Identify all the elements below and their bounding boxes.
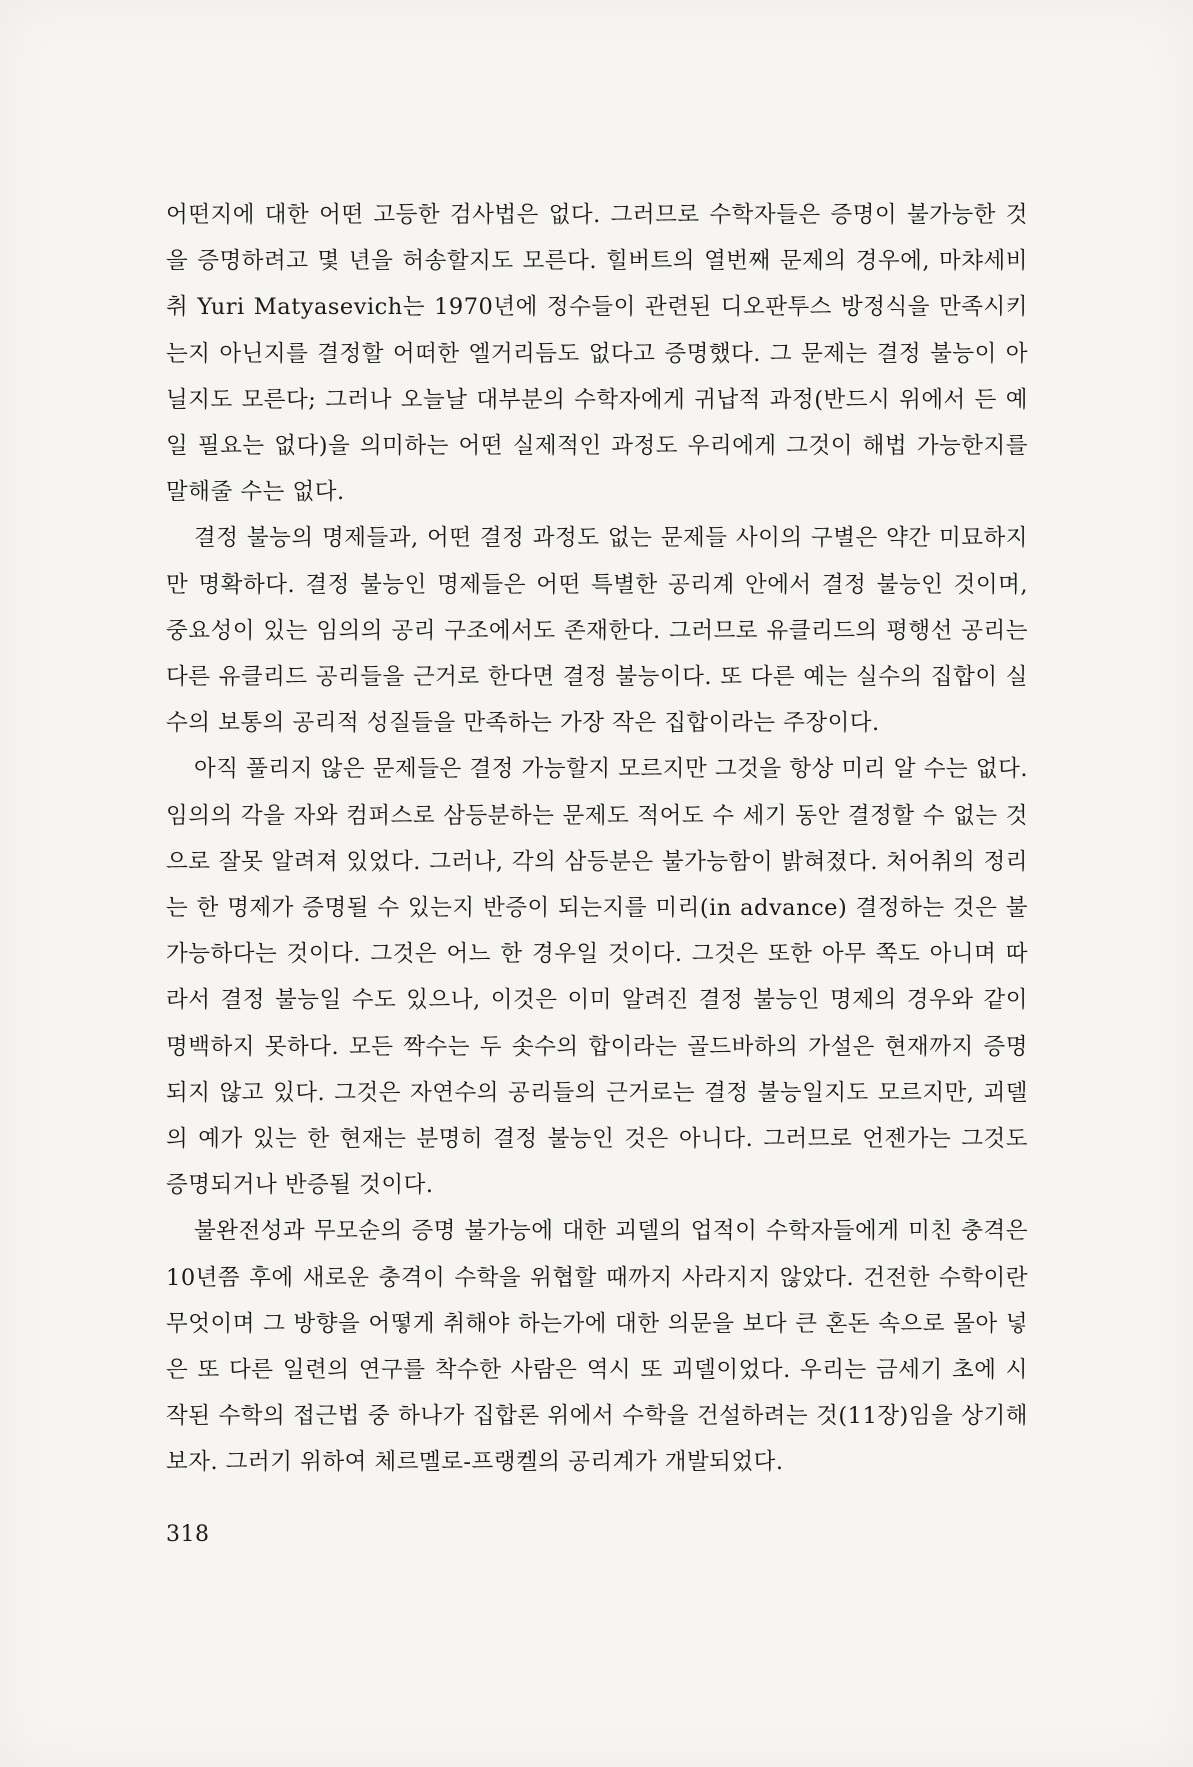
body-text [166,192,1028,1486]
paragraph-2: 결정 불능의 명제들과, 어떤 결정 과정도 없는 문제들 사이의 구별은 약간 미묘하지만 명확하다. 결정 불능인 명제들은 어떤 특별한 공리계 안에서 결정 불능인 것이며, 중요성이 있는 임의의 공리 구조에서도 존재한다. 그러므로 유클리드의 평행선 공리는 다른 유클리드 공리들을 근거로 한다면 결정 불능이다. 또 다른 예는 실수의 집합이 실수의 보통의 공리적 성질들을 만족하는 가장 작은 집합이라는 주장이다. [166,525,1028,737]
page-number: 318 [166,1522,210,1547]
paragraph-4: 불완전성과 무모순의 증명 불가능에 대한 괴델의 업적이 수학자들에게 미친 충격은 10년쯤 후에 새로운 충격이 수학을 위협할 때까지 사라지지 않았다. 건전한 수학이란 무엇이며 그 방향을 어떻게 취해야 하는가에 대한 의문을 보다 큰 혼돈 속으로 몰아 넣은 또 다른 일련의 연구를 착수한 사람은 역시 또 괴델이었다. 우리는 금세기 초에 시작된 수학의 접근법 중 하나가 집합론 위에서 수학을 건설하려는 것(11장)임을 상기해 보자. 그러기 위하여 체르멜로-프랭켈의 공리계가 개발되었다. [166,1218,1028,1476]
paragraph-1: 어떤지에 대한 어떤 고등한 검사법은 없다. 그러므로 수학자들은 증명이 불가능한 것을 증명하려고 몇 년을 허송할지도 모른다. 힐버트의 열번째 문제의 경우에, 마챠세비취 Yuri Matyasevich는 1970년에 정수들이 관련된 디오판투스 방정식을 만족시키는지 아닌지를 결정할 어떠한 엘거리듬도 없다고 증명했다. 그 문제는 결정 불능이 아닐지도 모른다; 그러나 오늘날 대부분의 수학자에게 귀납적 과정(반드시 위에서 든 예일 필요는 없다)을 의미하는 어떤 실제적인 과정도 우리에게 그것이 해법 가능한지를 말해줄 수는 없다. [166,202,1028,506]
paragraph-3: 아직 풀리지 않은 문제들은 결정 가능할지 모르지만 그것을 항상 미리 알 수는 없다. 임의의 각을 자와 컴퍼스로 삼등분하는 문제도 적어도 수 세기 동안 결정할 수 없는 것으로 잘못 알려져 있었다. 그러나, 각의 삼등분은 불가능함이 밝혀졌다. 처어취의 정리는 한 명제가 증명될 수 있는지 반증이 되는지를 미리(in advance) 결정하는 것은 불가능하다는 것이다. 그것은 어느 한 경우일 것이다. 그것은 또한 아무 쪽도 아니며 따라서 결정 불능일 수도 있으나, 이것은 이미 알려진 결정 불능인 명제의 경우와 같이 명백하지 못하다. 모든 짝수는 두 솟수의 합이라는 골드바하의 가설은 현재까지 증명되지 않고 있다. 그것은 자연수의 공리들의 근거로는 결정 불능일지도 모르지만, 괴델의 예가 있는 한 현재는 분명히 결정 불능인 것은 아니다. 그러므로 언젠가는 그것도 증명되거나 반증될 것이다. [166,756,1028,1199]
